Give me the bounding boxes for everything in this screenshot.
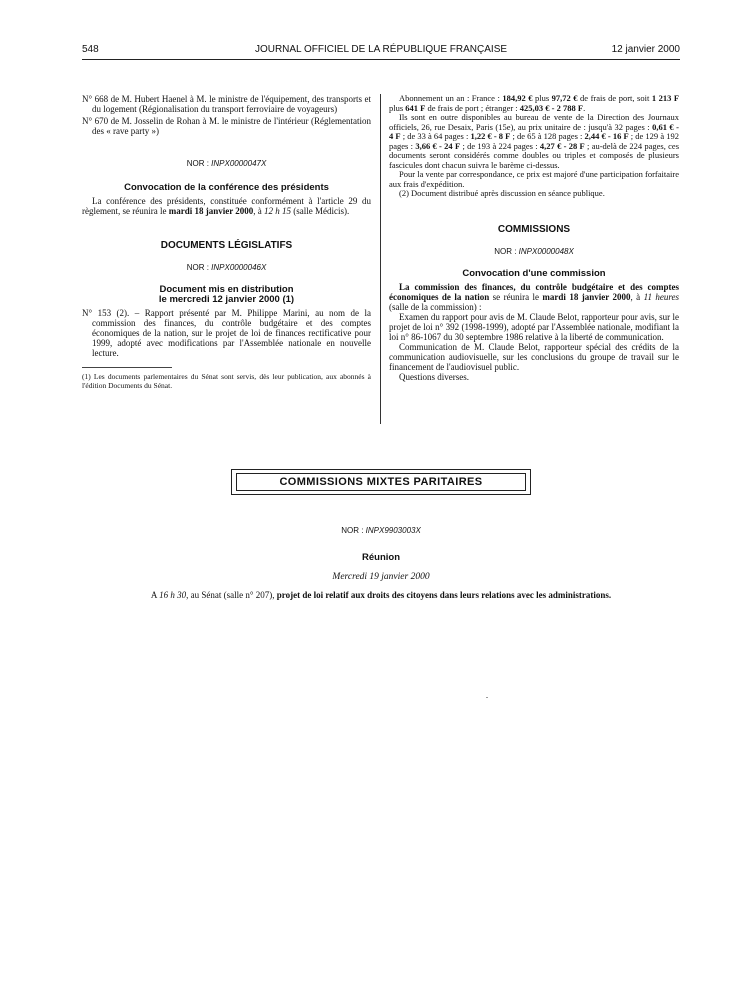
nor-reference-2 [82, 263, 371, 273]
nor-code: INPX9903003X [365, 526, 421, 535]
subscription-price: 184,92 € [502, 93, 533, 103]
convocation-presidents-title: Convocation de la conférence des présidents [124, 182, 329, 193]
subscription-part: de frais de port, soit [577, 93, 652, 103]
sale-part: Ils sont en outre disponibles au bureau de vente de la Direction des Journaux officiels, 26, rue Desaix, Paris (15e), au prix unitaire de : jusqu'à 32 pages : [389, 112, 679, 132]
convocation-part: se réunira le [489, 291, 543, 302]
cmp-title-box [231, 469, 531, 495]
subscription-price: 641 F [405, 102, 426, 113]
left-column [82, 94, 371, 390]
convocation-text: (salle Médicis). [291, 206, 350, 216]
agenda-questions: Questions diverses. [399, 371, 469, 382]
right-column [389, 94, 679, 382]
mail-order-text: Pour la vente par correspondance, ce prix est majoré d'une participation forfaitaire aux frais d'expédition. [389, 169, 679, 189]
convocation-part: , à [630, 291, 644, 302]
nor-code: INPX0000048X [518, 246, 574, 256]
column-divider [380, 94, 381, 424]
sale-part: ; de 193 à 224 pages : [460, 140, 540, 151]
subscription-part: de frais de port ; étranger : [425, 102, 520, 113]
reunion-part: A [150, 590, 160, 600]
header-rule [82, 59, 680, 60]
convocation-time: 12 h 15 [264, 206, 292, 216]
subscription-part: plus [532, 93, 552, 103]
convocation-text: La conférence des présidents, constituée conformément à l'article 29 du règlement, se réunira le [82, 196, 371, 216]
distribution-title-line-2: le mercredi 12 janvier 2000 (1) [158, 294, 295, 305]
nor-label: NOR : [186, 263, 209, 272]
convocation-presidents-text [82, 196, 371, 216]
subscription-text [389, 94, 679, 113]
sale-text [389, 113, 679, 170]
sale-price: 3,66 € - 24 F [415, 140, 461, 151]
subscription-price: 425,03 € - 2 788 F [519, 102, 584, 113]
reunion-details [82, 590, 680, 600]
sale-part: ; au-delà de 224 pages, ces documents seront considérés comme doubles ou triples et composés de plusieurs fascicules dont chacun suivra le barème ci-dessus. [389, 140, 680, 170]
sale-price: 4,27 € - 28 F [539, 140, 585, 151]
agenda-exam: Examen du rapport pour avis de M. Claude Belot, rapporteur pour avis, sur le projet de loi n° 392 (1998-1999), adopté par l'Assemblée nationale, modifiant la loi n° 86-1067 du 30 septembre 1986 relative à la liberté de communication. [389, 311, 679, 342]
reunion-title: Réunion [362, 552, 400, 563]
footnote-rule [82, 367, 172, 368]
documents-legislatifs-title: DOCUMENTS LÉGISLATIFS [160, 240, 293, 251]
sale-price: 2,44 € - 16 F [584, 131, 629, 141]
convocation-time: 11 heures [643, 291, 680, 302]
cmp-title: COMMISSIONS MIXTES PARITAIRES [236, 473, 526, 491]
reunion-date: Mercredi 19 janvier 2000 [332, 572, 430, 582]
distribution-title [82, 285, 371, 305]
nor-label: NOR : [341, 526, 364, 535]
commissions-title: COMMISSIONS [497, 223, 571, 235]
sale-price: 0,61 € - 4 F [389, 121, 679, 141]
issue-date: 12 janvier 2000 [611, 44, 680, 55]
convocation-part: (salle de la commission) : [389, 301, 482, 312]
sale-part: ; de 33 à 64 pages : [400, 131, 471, 141]
nor-reference-3 [389, 247, 679, 257]
convocation-commission-title: Convocation d'une commission [462, 267, 606, 279]
convocation-text: , à [253, 206, 265, 216]
distribution-title-line-1: Document mis en distribution [159, 284, 294, 295]
sale-part: ; de 65 à 128 pages : [510, 131, 585, 141]
subscription-part: Abonnement un an : France : [399, 93, 503, 103]
document-item-153: N° 153 (2). – Rapport présenté par M. Philippe Marini, au nom de la commission des finances, du contrôle budgétaire et des comptes économiques de la nation, sur le projet de loi de finances rectificative pour 1999, adopté avec modifications par l'Assemblée nationale en nouvelle lecture. [82, 308, 371, 358]
page-speck [486, 697, 488, 698]
convocation-date: mardi 18 janvier 2000 [168, 206, 254, 216]
convocation-date: mardi 18 janvier 2000 [542, 291, 631, 302]
nor-code: INPX0000046X [211, 263, 267, 272]
subscription-part: . [583, 102, 586, 113]
subscription-price: 97,72 € [551, 93, 578, 103]
nor-code: INPX0000047X [211, 159, 267, 168]
footnote: (1) Les documents parlementaires du Sénat sont servis, dès leur publication, aux abonnés à l'édition Documents du Sénat. [82, 372, 371, 390]
subscription-price: 1 213 F [651, 93, 680, 103]
nor-reference-1 [82, 159, 371, 169]
question-item-670: N° 670 de M. Josselin de Rohan à M. le ministre de l'intérieur (Réglementation des « rave party ») [82, 116, 371, 136]
nor-label: NOR : [494, 246, 517, 256]
question-item-668: N° 668 de M. Hubert Haenel à M. le ministre de l'équipement, des transports et du logement (Régionalisation du transport ferroviaire de voyageurs) [82, 94, 371, 114]
journal-title: JOURNAL OFFICIEL DE LA RÉPUBLIQUE FRANÇAISE [254, 44, 508, 55]
agenda-communication: Communication de M. Claude Belot, rapporteur spécial des crédits de la communication audiovisuelle, sur les conclusions du groupe de travail sur le financement de l'audiovisuel public. [389, 341, 679, 372]
nor-reference-4 [82, 526, 680, 535]
nor-label: NOR : [186, 159, 209, 168]
sale-price: 1,22 € - 8 F [470, 131, 511, 141]
sale-part: ; de 129 à 192 pages : [389, 131, 679, 151]
subscription-part: plus [389, 102, 406, 113]
reunion-subject: projet de loi relatif aux droits des citoyens dans leurs relations avec les administrations. [276, 590, 612, 600]
convocation-commission-text [389, 282, 679, 312]
page-number: 548 [82, 44, 99, 55]
note-2: (2) Document distribué après discussion en séance publique. [399, 188, 605, 198]
reunion-part: , au Sénat (salle n° 207), [186, 590, 277, 600]
page-header [82, 44, 680, 58]
reunion-time: 16 h 30 [159, 590, 187, 600]
commission-name: La commission des finances, du contrôle budgétaire et des comptes économiques de la nation [389, 281, 679, 302]
